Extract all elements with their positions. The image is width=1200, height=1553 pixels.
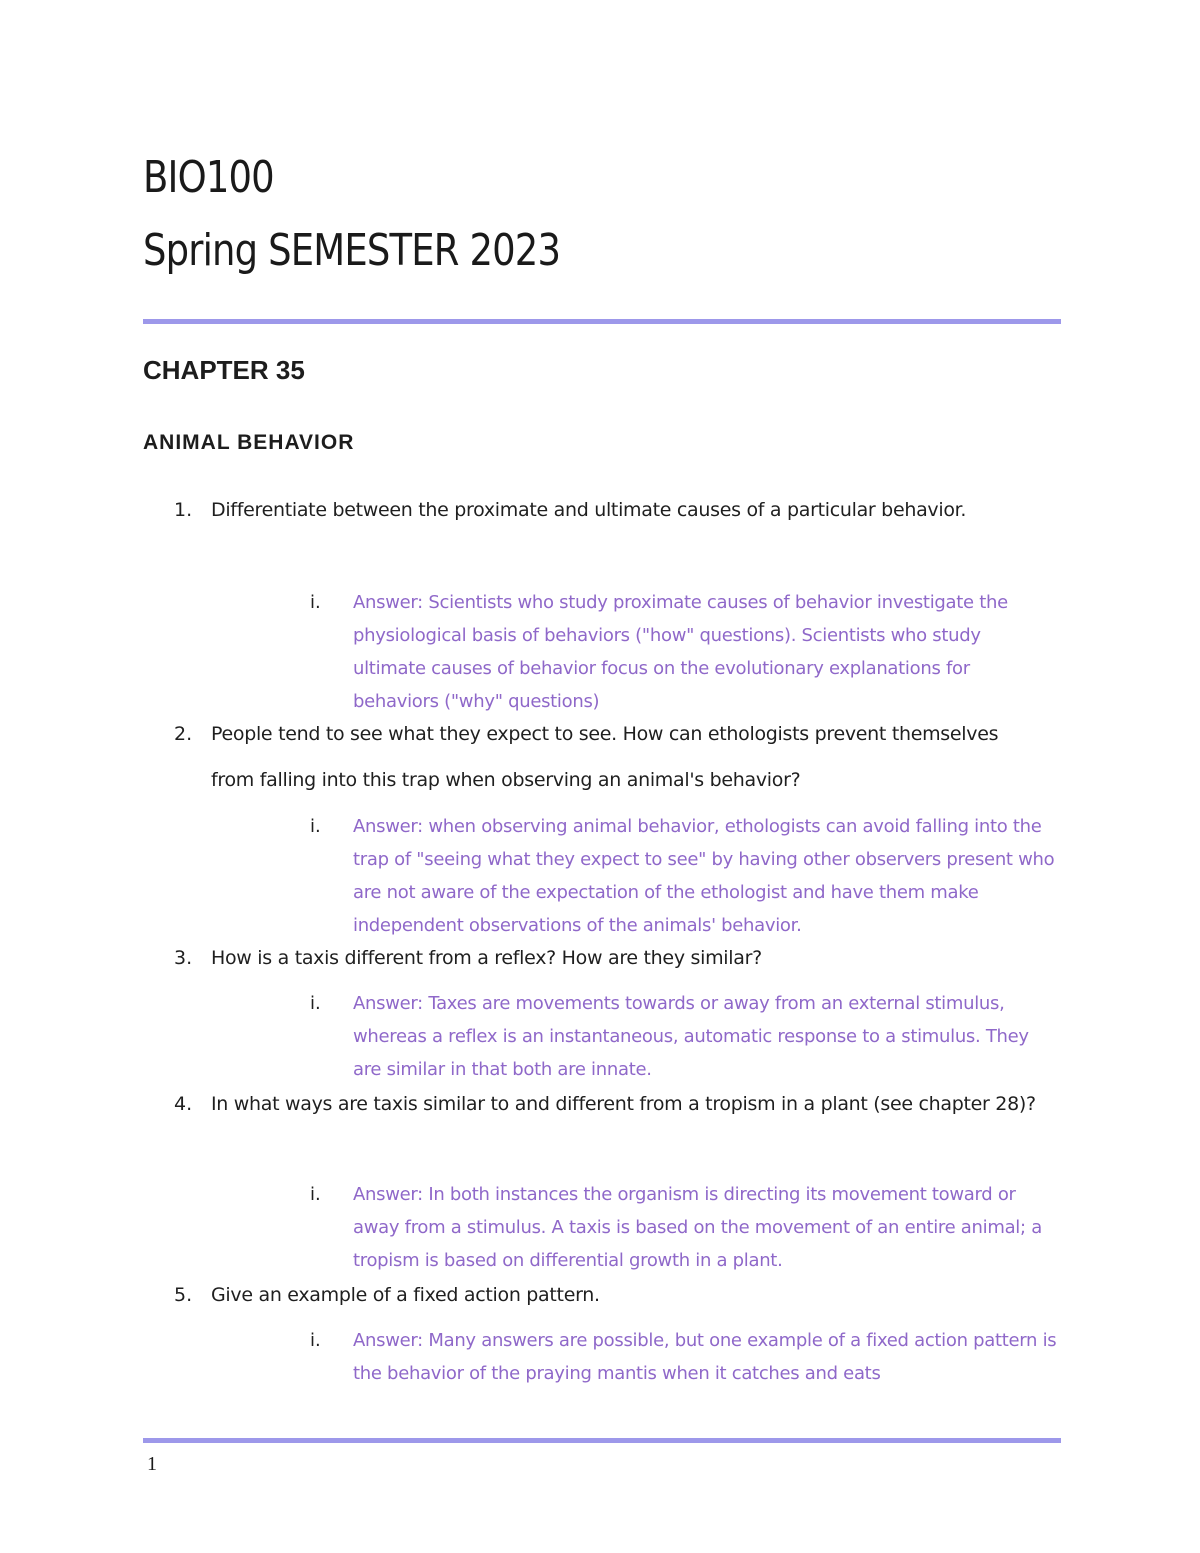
answer-number: i.	[310, 1330, 321, 1351]
answer-text: Answer: Many answers are possible, but one example of a fixed action pattern is the behavior of the praying mantis when it catches and eats	[353, 1330, 1057, 1384]
question-number: 2.	[174, 723, 193, 745]
chapter-heading: CHAPTER 35	[143, 355, 305, 385]
answer-number: i.	[310, 816, 321, 837]
question-number: 1.	[174, 499, 193, 521]
page-number: 1	[147, 1453, 157, 1475]
course-title: BIO100	[143, 152, 274, 203]
question-text: In what ways are taxis similar to and different from a tropism in a plant (see chapter 28)?	[211, 1093, 1036, 1115]
question-text: How is a taxis different from a reflex? How are they similar?	[211, 947, 762, 969]
question-text: Give an example of a fixed action pattern.	[211, 1284, 600, 1306]
footer-divider	[143, 1438, 1061, 1443]
question-number: 4.	[174, 1093, 193, 1115]
question-number: 3.	[174, 947, 193, 969]
answer-text: Answer: Scientists who study proximate causes of behavior investigate the physiological basis of behaviors ("how" questions). Scientists who study ultimate causes of behavior focus on the evolutionary explanations for behaviors ("why" questions)	[353, 592, 1008, 712]
answer-text: Answer: Taxes are movements towards or away from an external stimulus, whereas a reflex is an instantaneous, automatic response to a stimulus. They are similar in that both are innate.	[353, 993, 1029, 1080]
answer-text: Answer: when observing animal behavior, ethologists can avoid falling into the trap of "seeing what they expect to see" by having other observers present who are not aware of the expectation of the ethologist and have them make independent observations of the animals' behavior.	[353, 816, 1055, 936]
answer-number: i.	[310, 592, 321, 613]
section-heading: ANIMAL BEHAVIOR	[143, 431, 355, 454]
semester-subtitle: Spring SEMESTER 2023	[143, 225, 561, 276]
answer-text: Answer: In both instances the organism is directing its movement toward or away from a stimulus. A taxis is based on the movement of an entire animal; a tropism is based on differential growth in a plant.	[353, 1184, 1042, 1271]
question-text: Differentiate between the proximate and ultimate causes of a particular behavior.	[211, 499, 967, 521]
question-number: 5.	[174, 1284, 193, 1306]
answer-number: i.	[310, 993, 321, 1014]
header-divider	[143, 319, 1061, 324]
answer-number: i.	[310, 1184, 321, 1205]
question-text: People tend to see what they expect to see. How can ethologists prevent themselves from falling into this trap when observing an animal's behavior?	[211, 723, 999, 791]
